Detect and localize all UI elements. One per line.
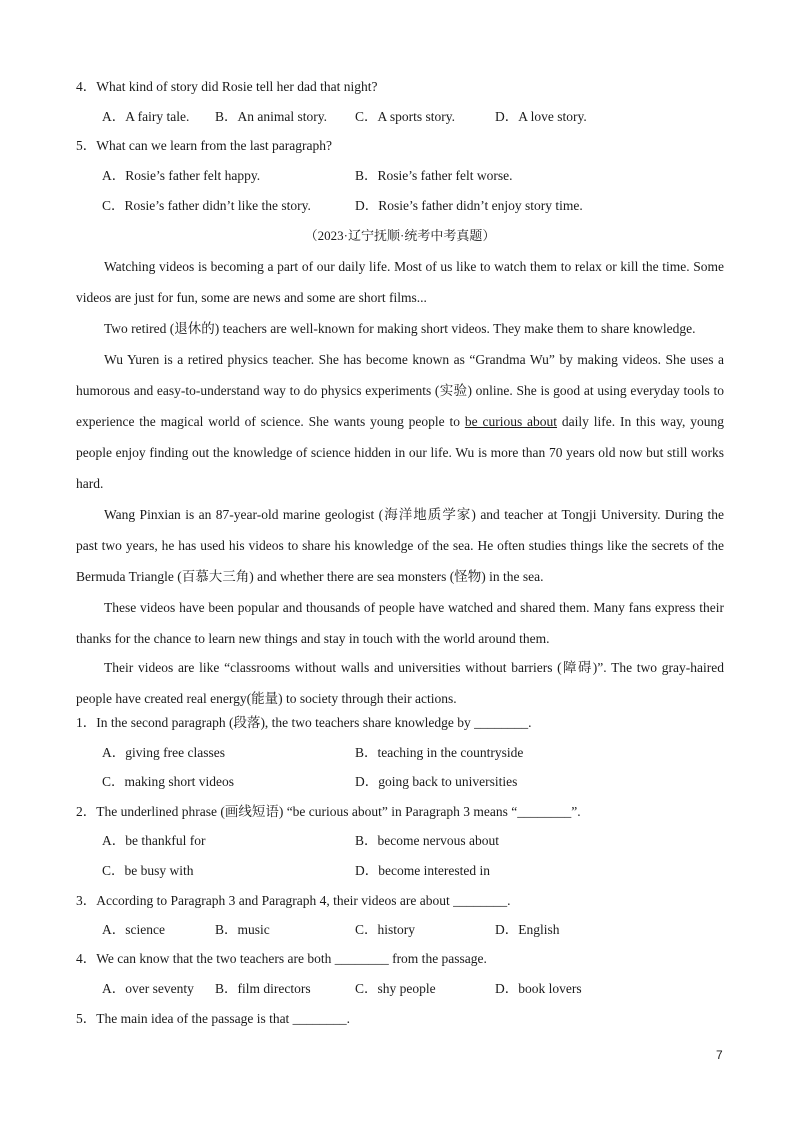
option-a: A．giving free classes	[102, 745, 225, 760]
question-1	[76, 714, 532, 732]
passage-paragraph-4: Wang Pinxian is an 87-year-old marine geologist (海洋地质学家) and teacher at Tongji University. During the past two years, he has used his videos to share his knowledge of the sea. He often studies things like the secrets of the Bermuda Triangle (百慕大三角) and whether there are sea monsters (怪物) in the sea.	[76, 507, 724, 584]
passage-paragraph-5: These videos have been popular and thousands of people have watched and shared them. Many fans express their thanks for the chance to learn new things and stay in touch with the world around them.	[76, 600, 724, 646]
underlined-phrase: be curious about	[464, 414, 558, 429]
option-c: C．making short videos	[102, 774, 234, 789]
option-a: A．Rosie’s father felt happy.	[102, 168, 261, 183]
option-c: C．be busy with	[102, 863, 194, 878]
paragraph-text: Wu Yuren is a retired physics teacher. She has become known as “Grandma Wu” by making videos. She uses a humorous and easy-to-understand way to do physics experiments (实验) online. She is good at using everyday tools to experience the magical world of science. She wants young people to	[76, 352, 724, 429]
option-d: D．book lovers	[495, 981, 582, 996]
option-b: B．Rosie’s father felt worse.	[355, 168, 513, 183]
question-number: 4．	[76, 79, 97, 94]
option-b: B．teaching in the countryside	[355, 745, 524, 760]
question-4	[76, 950, 487, 968]
option-d: D．A love story.	[495, 109, 587, 124]
option-d: D．going back to universities	[355, 774, 518, 789]
question-stem: In the second paragraph (段落), the two teachers share knowledge by ________.	[96, 715, 532, 730]
question-number: 4．	[76, 951, 97, 966]
passage-source: （2023·辽宁抚顺·统考中考真题）	[304, 228, 496, 243]
question-2	[76, 803, 581, 821]
paragraph-text: daily life. In this way, young people enjoy finding out the knowledge of science hidden in our life. Wu is more than 70 years old now but still works hard.	[76, 414, 724, 491]
option-a: A．be thankful for	[102, 833, 206, 848]
page-number: 7	[716, 1048, 723, 1062]
option-c: C．Rosie’s father didn’t like the story.	[102, 198, 311, 213]
option-b: B．become nervous about	[355, 833, 499, 848]
passage-paragraph-1: Watching videos is becoming a part of our daily life. Most of us like to watch them to relax or kill the time. Some videos are just for fun, some are news and some are short films...	[76, 259, 724, 305]
question-stem: What can we learn from the last paragraph?	[96, 138, 333, 153]
question-number: 5．	[76, 1011, 97, 1026]
question-stem: The underlined phrase (画线短语) “be curious about” in Paragraph 3 means “________”.	[96, 804, 581, 819]
question-number: 3．	[76, 893, 97, 908]
passage-paragraph-3	[76, 344, 724, 499]
option-a: A．A fairy tale.	[102, 109, 190, 124]
option-d: D．become interested in	[355, 863, 490, 878]
prev-question-5	[76, 137, 332, 155]
question-stem: We can know that the two teachers are both ________ from the passage.	[96, 951, 487, 966]
question-3	[76, 892, 511, 910]
option-b: B．music	[215, 922, 270, 937]
question-stem: The main idea of the passage is that ________.	[96, 1011, 351, 1026]
passage-paragraph-2: Two retired (退休的) teachers are well-known for making short videos. They make them to share knowledge.	[104, 321, 696, 336]
question-stem: What kind of story did Rosie tell her dad that night?	[96, 79, 378, 94]
question-stem: According to Paragraph 3 and Paragraph 4, their videos are about ________.	[96, 893, 511, 908]
option-b: B．An animal story.	[215, 109, 327, 124]
question-number: 2．	[76, 804, 97, 819]
question-number: 5．	[76, 138, 97, 153]
option-a: A．over seventy	[102, 981, 194, 996]
option-c: C．history	[355, 922, 416, 937]
question-number: 1．	[76, 715, 97, 730]
option-c: C．shy people	[355, 981, 436, 996]
option-a: A．science	[102, 922, 165, 937]
option-d: D．Rosie’s father didn’t enjoy story time.	[355, 198, 583, 213]
question-5	[76, 1010, 350, 1028]
prev-question-4	[76, 78, 377, 96]
option-c: C．A sports story.	[355, 109, 456, 124]
option-d: D．English	[495, 922, 560, 937]
option-b: B．film directors	[215, 981, 311, 996]
passage-paragraph-6: Their videos are like “classrooms without walls and universities without barriers (障碍)”. The two gray-haired people have created real energy(能量) to society through their actions.	[76, 660, 724, 706]
